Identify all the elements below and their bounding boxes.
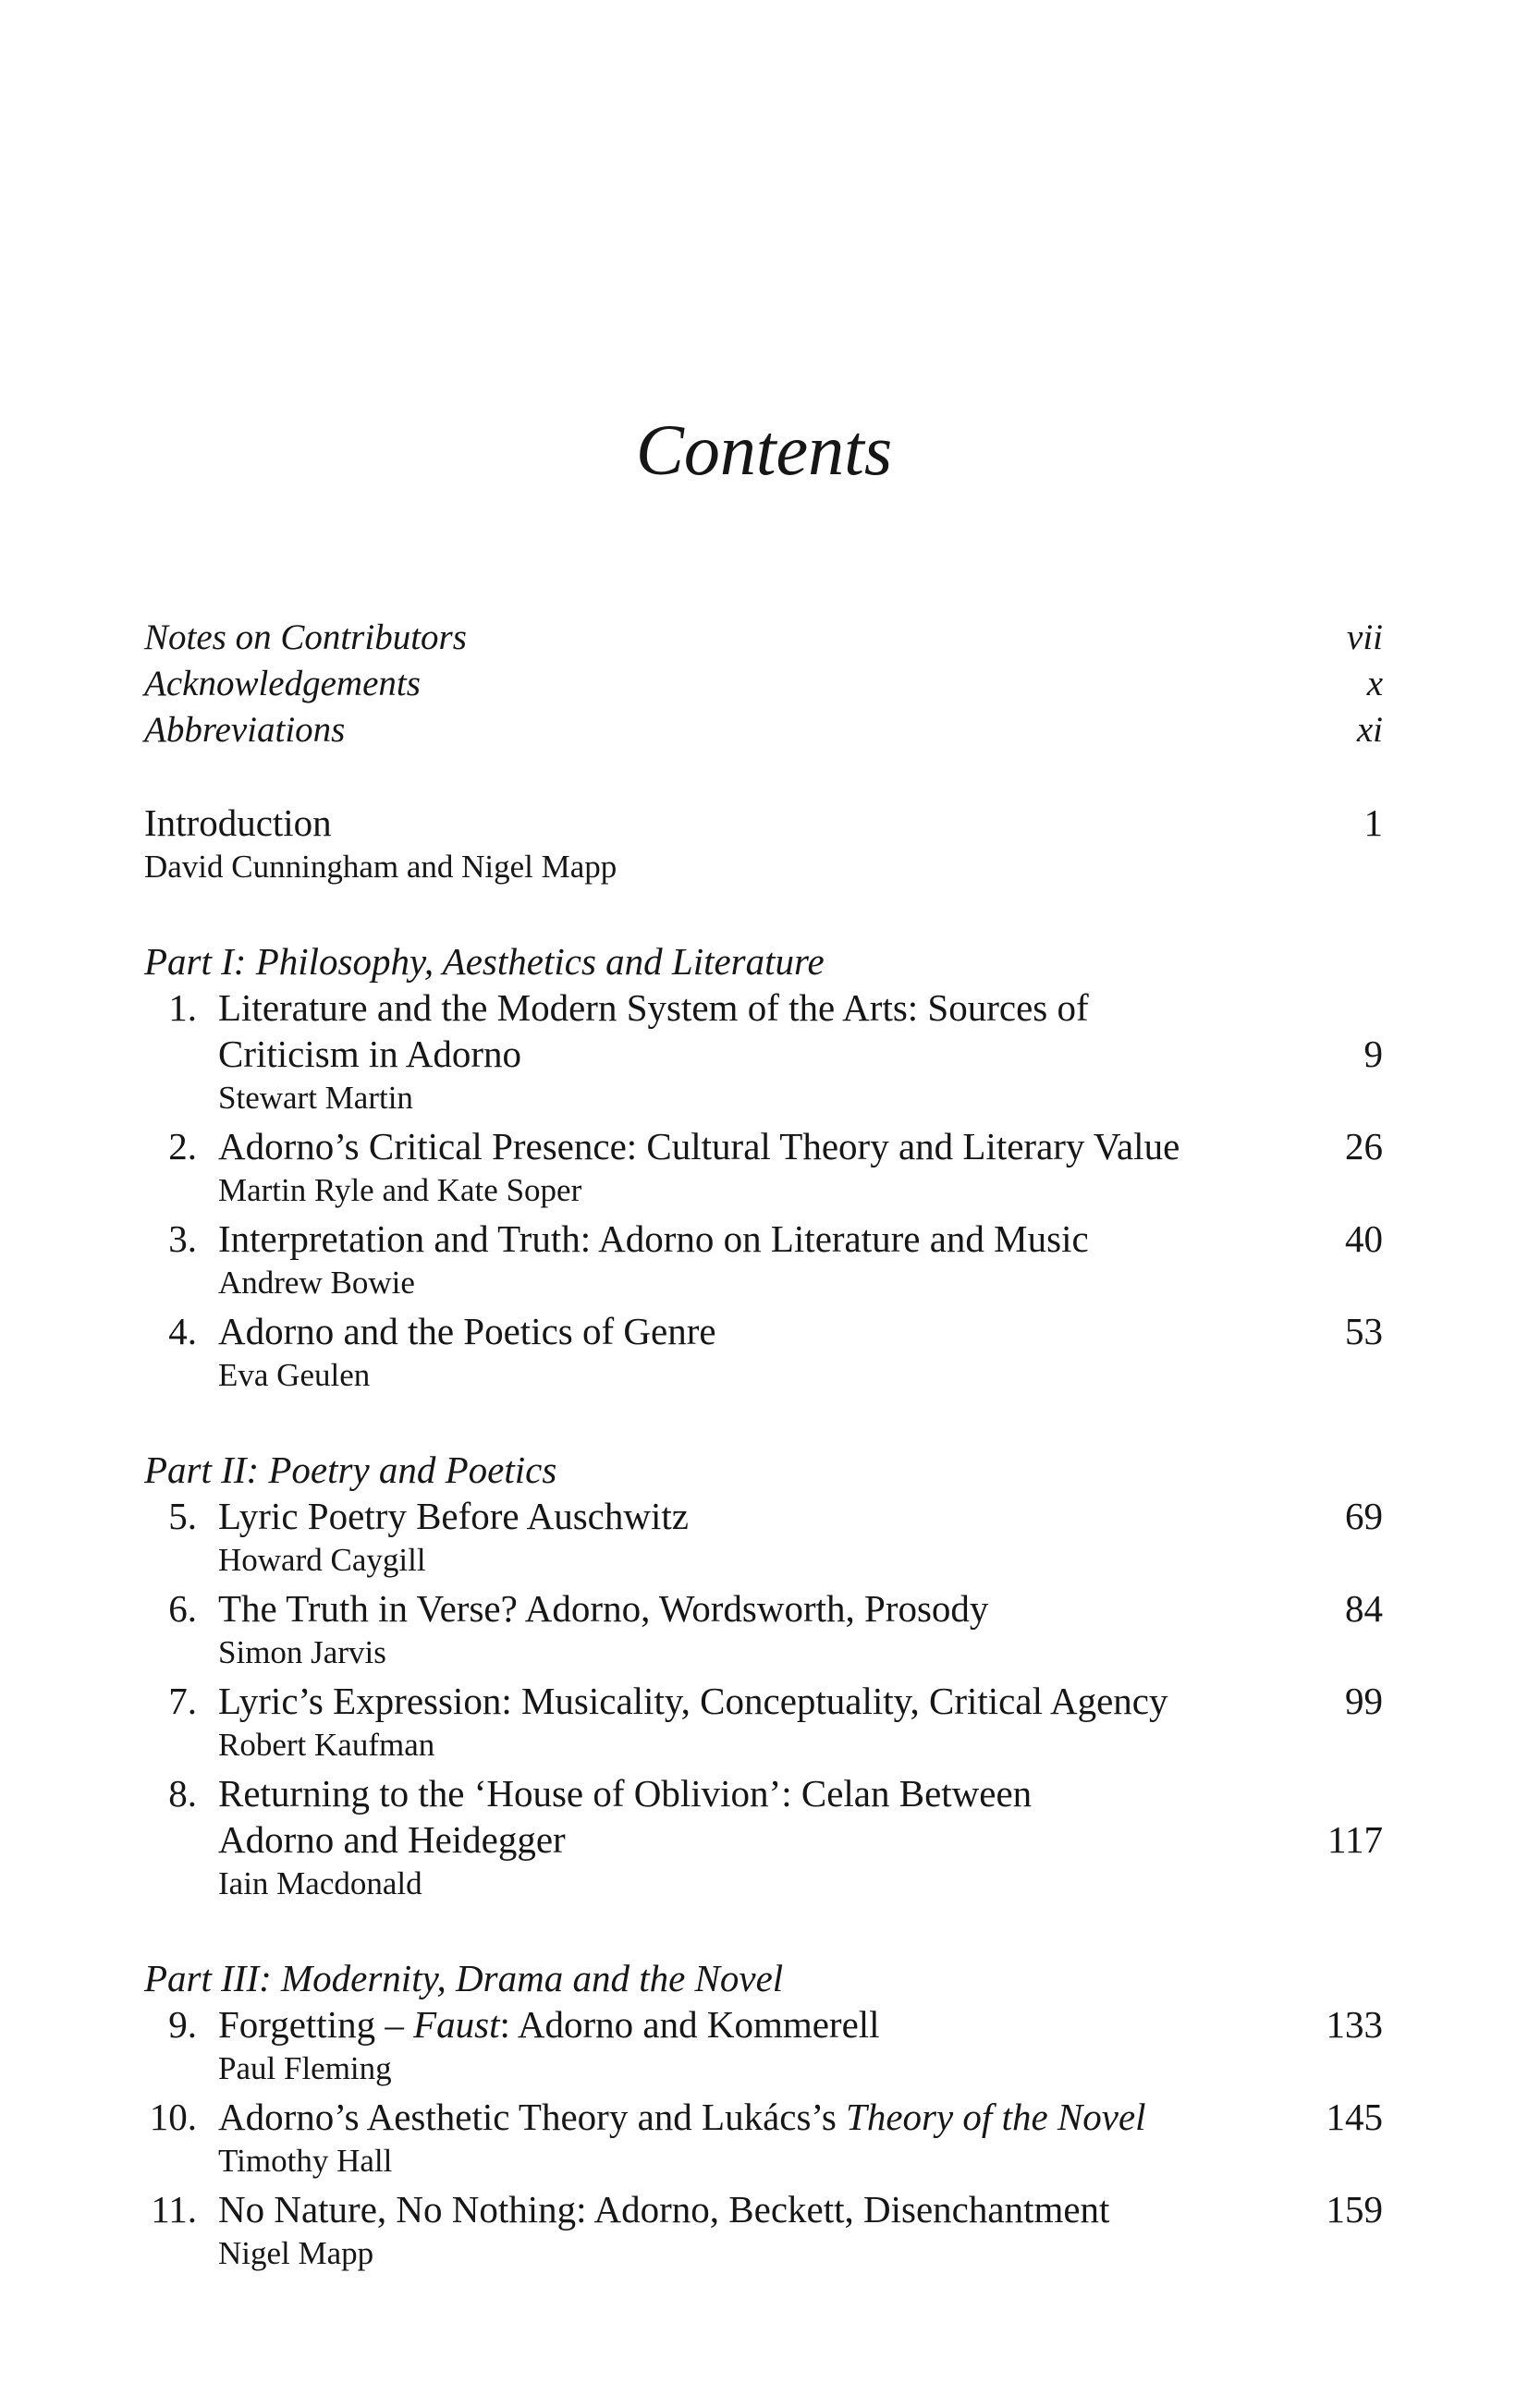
entry-authors: Timothy Hall [218, 2143, 393, 2179]
entry-authors: Nigel Mapp [218, 2235, 374, 2271]
chapter-number: 8. [168, 1772, 197, 1815]
part-heading: Part II: Poetry and Poetics [144, 1448, 557, 1491]
toc-entry-chapter-1 [144, 984, 1383, 1032]
toc-entry-chapter-3 [144, 1215, 1383, 1263]
toc-entry-notes-on-contributors [144, 614, 1383, 662]
toc-entry-chapter-11 [144, 2185, 1383, 2233]
chapter-number: 4. [168, 1310, 197, 1352]
entry-title: Literature and the Modern System of the Arts: Sources of [218, 986, 1089, 1029]
toc-entry-acknowledgements [144, 660, 1383, 708]
chapter-number: 1. [168, 986, 197, 1029]
entry-title: Introduction [144, 801, 332, 844]
toc-entry-chapter-9 [144, 2000, 1383, 2048]
entry-page: 84 [1345, 1587, 1383, 1630]
entry-authors: Simon Jarvis [218, 1634, 386, 1670]
part-heading: Part I: Philosophy, Aesthetics and Literature [144, 940, 825, 983]
entry-page: 99 [1345, 1680, 1383, 1722]
entry-authors: Howard Caygill [218, 1542, 426, 1578]
toc-entry-chapter-5 [144, 1492, 1383, 1540]
entry-title: Acknowledgements [144, 664, 421, 703]
toc-entry-chapter-1-cont [144, 1030, 1383, 1078]
entry-authors: Martin Ryle and Kate Soper [218, 1172, 582, 1208]
toc-entry-chapter-10 [144, 2093, 1383, 2141]
toc-entry-introduction [144, 799, 1383, 847]
entry-authors: Paul Fleming [218, 2050, 392, 2086]
chapter-number: 5. [168, 1495, 197, 1537]
entry-authors: Andrew Bowie [218, 1265, 415, 1301]
entry-title: Criticism in Adorno [218, 1033, 521, 1075]
toc-entry-chapter-8-cont [144, 1815, 1383, 1864]
entry-page: 133 [1326, 2003, 1383, 2046]
toc-entry-chapter-6 [144, 1584, 1383, 1632]
toc-entry-chapter-4 [144, 1307, 1383, 1355]
entry-title: Adorno and Heidegger [218, 1818, 566, 1861]
entry-authors: Eva Geulen [218, 1357, 371, 1393]
chapter-number: 11. [151, 2188, 197, 2231]
entry-page: x [1366, 664, 1383, 703]
page-title: Contents [635, 409, 893, 490]
entry-title: Interpretation and Truth: Adorno on Literature and Music [218, 1217, 1089, 1260]
entry-page: 26 [1345, 1125, 1383, 1167]
entry-authors: Iain Macdonald [218, 1865, 422, 1901]
entry-page: 1 [1363, 801, 1383, 844]
chapter-number: 6. [168, 1587, 197, 1630]
entry-page: 69 [1345, 1495, 1383, 1537]
entry-title: Notes on Contributors [144, 617, 467, 657]
entry-title: Lyric’s Expression: Musicality, Conceptuality, Critical Agency [218, 1680, 1168, 1722]
entry-title: Forgetting – Faust: Adorno and Kommerell [218, 2003, 880, 2046]
entry-page: 53 [1345, 1310, 1383, 1352]
entry-title: Adorno and the Poetics of Genre [218, 1310, 716, 1352]
entry-authors: Stewart Martin [218, 1080, 413, 1116]
entry-page: vii [1347, 617, 1383, 657]
entry-authors: Robert Kaufman [218, 1727, 435, 1763]
entry-page: 9 [1363, 1033, 1383, 1075]
entry-title: No Nature, No Nothing: Adorno, Beckett, Disenchantment [218, 2188, 1110, 2231]
toc-entry-chapter-7 [144, 1677, 1383, 1725]
entry-page: 40 [1345, 1217, 1383, 1260]
entry-authors: David Cunningham and Nigel Mapp [144, 849, 617, 885]
toc-entry-chapter-2 [144, 1122, 1383, 1170]
chapter-number: 7. [168, 1680, 197, 1722]
entry-title: Abbreviations [144, 710, 346, 750]
toc-entry-chapter-8 [144, 1769, 1383, 1817]
chapter-number: 2. [168, 1125, 197, 1167]
entry-title: Lyric Poetry Before Auschwitz [218, 1495, 689, 1537]
entry-title: Returning to the ‘House of Oblivion’: Celan Between [218, 1772, 1033, 1815]
entry-page: xi [1356, 710, 1383, 750]
entry-page: 145 [1326, 2096, 1383, 2138]
entry-page: 159 [1326, 2188, 1383, 2231]
chapter-number: 10. [149, 2096, 197, 2138]
entry-title: Adorno’s Critical Presence: Cultural Theory and Literary Value [218, 1125, 1180, 1167]
entry-page: 117 [1327, 1818, 1383, 1861]
part-heading: Part III: Modernity, Drama and the Novel [144, 1957, 784, 1999]
entry-title: The Truth in Verse? Adorno, Wordsworth, Prosody [218, 1587, 989, 1630]
chapter-number: 3. [168, 1217, 197, 1260]
chapter-number: 9. [168, 2003, 197, 2046]
toc-entry-abbreviations [144, 706, 1383, 754]
entry-title: Adorno’s Aesthetic Theory and Lukács’s Theory of the Novel [218, 2096, 1146, 2138]
